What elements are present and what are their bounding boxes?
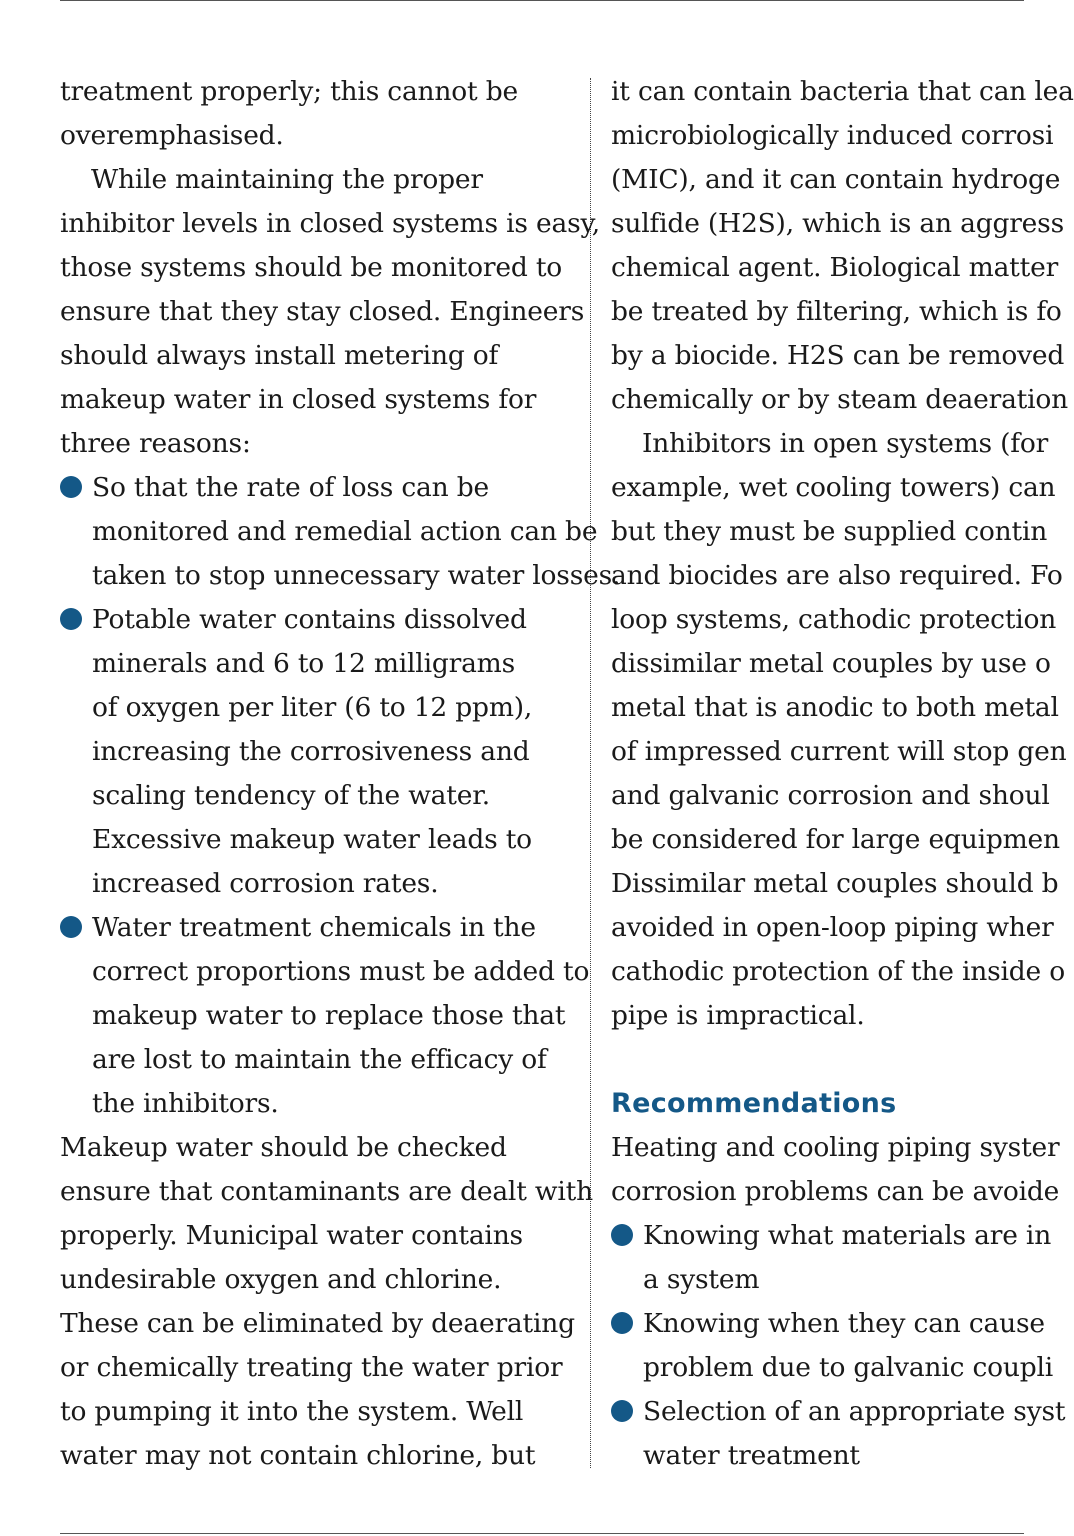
text-line: three reasons: bbox=[60, 428, 251, 459]
paragraph-first-line: Inhibitors in open systems (for bbox=[642, 428, 1049, 459]
text-line: (MIC), and it can contain hydroge bbox=[611, 164, 1061, 195]
text-line: be treated by filtering, which is fo bbox=[611, 296, 1062, 327]
text-line: properly. Municipal water contains bbox=[60, 1220, 523, 1251]
bullet-line: minerals and 6 to 12 milligrams bbox=[92, 648, 516, 679]
text-line: undesirable oxygen and chlorine. bbox=[60, 1264, 502, 1295]
bullet-line: taken to stop unnecessary water losses. bbox=[92, 560, 621, 591]
text-line: by a biocide. H2S can be removed bbox=[611, 340, 1065, 371]
text-line: water may not contain chlorine, but bbox=[60, 1440, 536, 1471]
bottom-rule bbox=[60, 1533, 1024, 1534]
bullet-item: So that the rate of loss can be bbox=[60, 466, 575, 510]
text-line: avoided in open-loop piping wher bbox=[611, 912, 1054, 943]
text-line: dissimilar metal couples by use o bbox=[611, 648, 1051, 679]
text-line: should always install metering of bbox=[60, 340, 499, 371]
left-column bbox=[60, 70, 621, 1478]
bullet-line: scaling tendency of the water. bbox=[92, 780, 490, 811]
bullet-line: of oxygen per liter (6 to 12 ppm), bbox=[92, 692, 533, 723]
text-line: chemical agent. Biological matter bbox=[611, 252, 1059, 283]
text-line: loop systems, cathodic protection bbox=[611, 604, 1057, 635]
bullet-item: Selection of an appropriate syst bbox=[611, 1390, 1031, 1434]
text-line: These can be eliminated by deaerating bbox=[60, 1308, 575, 1339]
text-line: metal that is anodic to both metal bbox=[611, 692, 1059, 723]
bullet-line: increased corrosion rates. bbox=[92, 868, 439, 899]
text-line: Dissimilar metal couples should b bbox=[611, 868, 1059, 899]
bullet-line: Excessive makeup water leads to bbox=[92, 824, 532, 855]
bullet-line: water treatment bbox=[643, 1440, 860, 1471]
bullet-line: problem due to galvanic coupli bbox=[643, 1352, 1054, 1383]
text-line: ensure that contaminants are dealt with bbox=[60, 1176, 593, 1207]
bullet-line: increasing the corrosiveness and bbox=[92, 736, 530, 767]
bullet-item: Knowing what materials are in bbox=[611, 1214, 1031, 1258]
bullet-line: the inhibitors. bbox=[92, 1088, 279, 1119]
bullet-line: correct proportions must be added to bbox=[92, 956, 590, 987]
text-line: treatment properly; this cannot be bbox=[60, 76, 518, 107]
bullet-line: makeup water to replace those that bbox=[92, 1000, 566, 1031]
text-line: microbiologically induced corrosi bbox=[611, 120, 1054, 151]
bullet-item: Potable water contains dissolved bbox=[60, 598, 575, 642]
text-line: example, wet cooling towers) can bbox=[611, 472, 1056, 503]
text-line: cathodic protection of the inside o bbox=[611, 956, 1065, 987]
bullet-item: Water treatment chemicals in the bbox=[60, 906, 575, 950]
text-line: inhibitor levels in closed systems is easy, bbox=[60, 208, 600, 239]
section-heading: Recommendations bbox=[611, 1088, 897, 1119]
top-rule bbox=[60, 0, 1024, 1]
bullet-item: Knowing when they can cause bbox=[611, 1302, 1031, 1346]
text-line: Heating and cooling piping syster bbox=[611, 1132, 1060, 1163]
text-line: be considered for large equipmen bbox=[611, 824, 1060, 855]
text-line: but they must be supplied contin bbox=[611, 516, 1048, 547]
text-line: sulfide (H2S), which is an aggress bbox=[611, 208, 1064, 239]
text-line: it can contain bacteria that can lea bbox=[611, 76, 1074, 107]
column-divider bbox=[590, 78, 591, 1468]
text-line: and galvanic corrosion and shoul bbox=[611, 780, 1050, 811]
text-line: or chemically treating the water prior bbox=[60, 1352, 563, 1383]
bullet-line: are lost to maintain the efficacy of bbox=[92, 1044, 547, 1075]
text-line: and biocides are also required. Fo bbox=[611, 560, 1063, 591]
bullet-line: a system bbox=[643, 1264, 760, 1295]
text-line: corrosion problems can be avoide bbox=[611, 1176, 1060, 1207]
text-line: overemphasised. bbox=[60, 120, 284, 151]
paragraph-first-line: While maintaining the proper bbox=[91, 164, 483, 195]
spacer bbox=[611, 1038, 1031, 1082]
text-line: ensure that they stay closed. Engineers bbox=[60, 296, 585, 327]
right-column bbox=[611, 70, 1074, 1478]
text-line: makeup water in closed systems for bbox=[60, 384, 537, 415]
text-line: those systems should be monitored to bbox=[60, 252, 563, 283]
text-line: Makeup water should be checked bbox=[60, 1132, 507, 1163]
text-line: to pumping it into the system. Well bbox=[60, 1396, 524, 1427]
text-line: chemically or by steam deaeration bbox=[611, 384, 1069, 415]
text-line: pipe is impractical. bbox=[611, 1000, 865, 1031]
text-line: of impressed current will stop gen bbox=[611, 736, 1067, 767]
bullet-line: monitored and remedial action can be bbox=[92, 516, 598, 547]
